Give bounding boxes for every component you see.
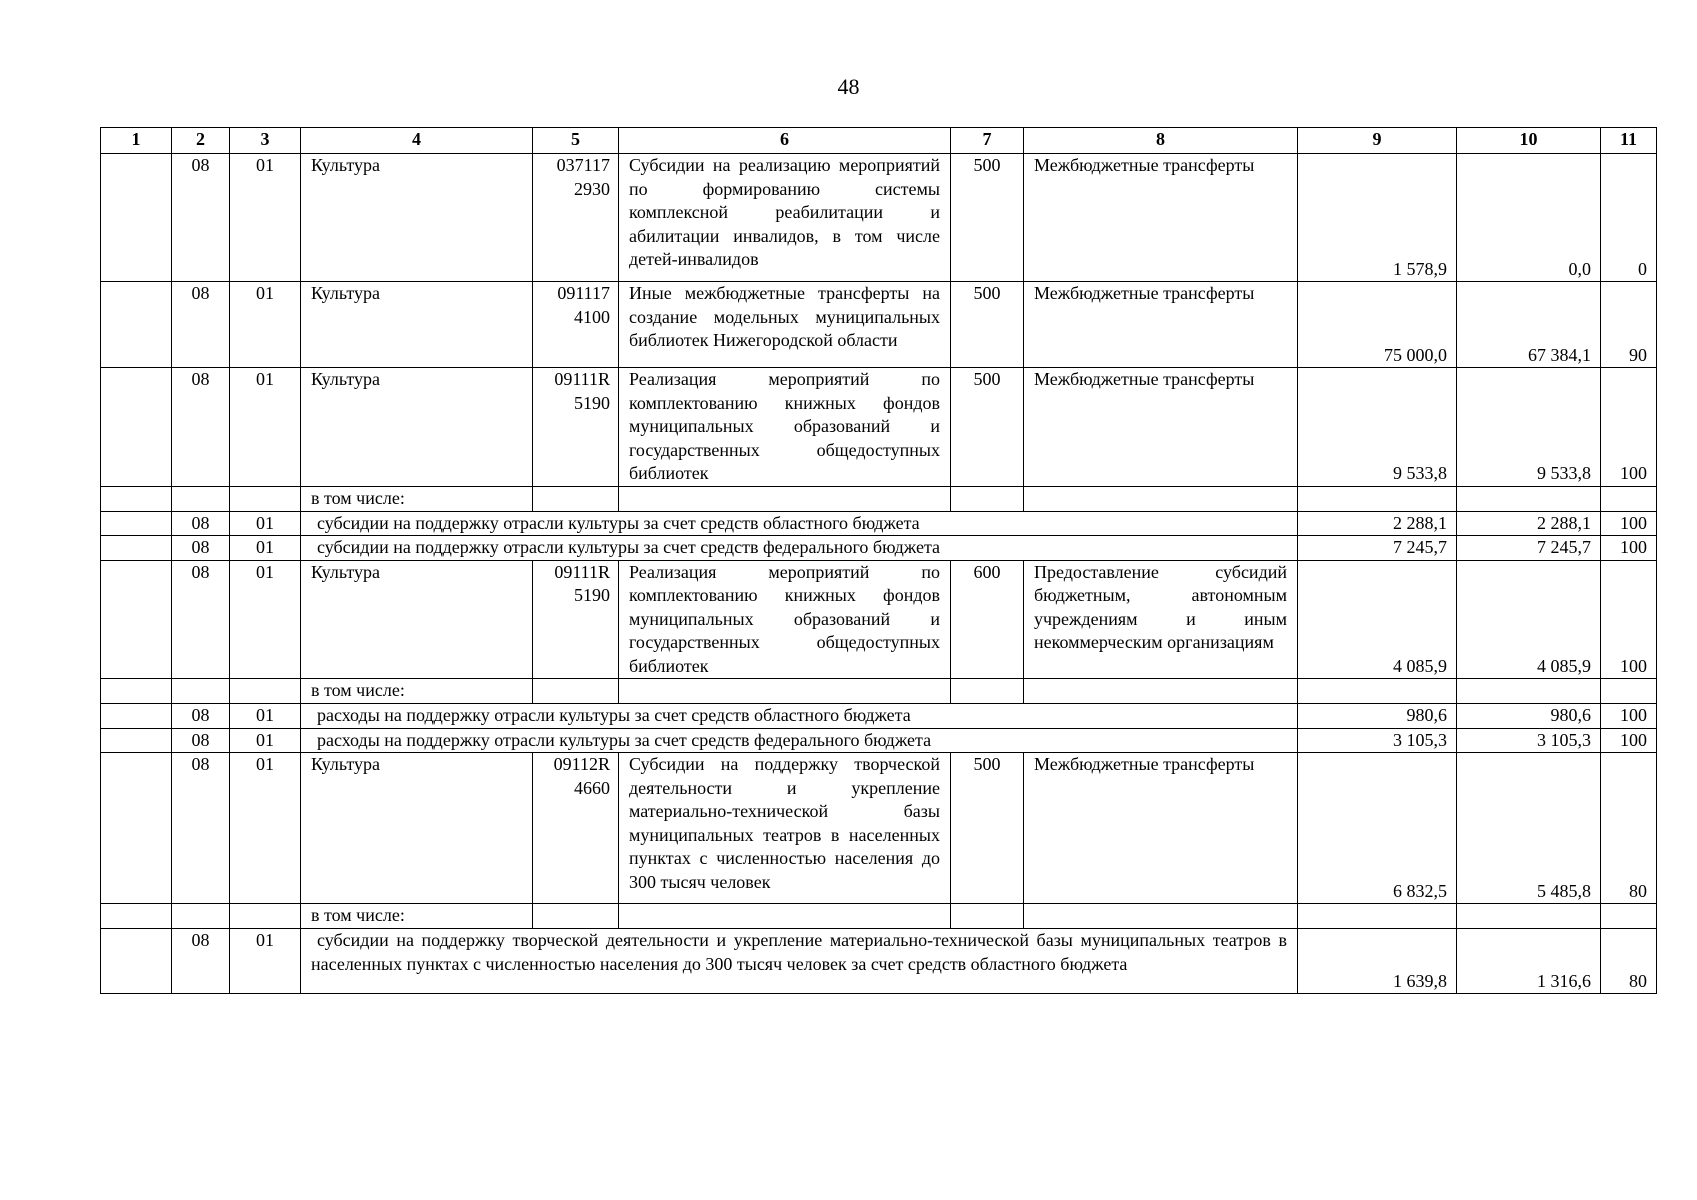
cell-section: 08: [172, 929, 230, 994]
page-number: 48: [837, 74, 860, 99]
cell-empty: [619, 904, 951, 929]
cell-expense-type: 600: [951, 560, 1024, 679]
target-code-part: 5190: [574, 392, 610, 413]
cell-empty: [1601, 904, 1657, 929]
column-header-1: 1: [101, 128, 172, 154]
cell-empty: [1457, 486, 1601, 511]
cell-subsection: 01: [230, 704, 301, 729]
cell-planned: 3 105,3: [1298, 728, 1457, 753]
cell-subsection: 01: [230, 929, 301, 994]
table-row: [101, 728, 1657, 753]
cell-col1: [101, 753, 172, 904]
cell-percent: 0: [1601, 154, 1657, 282]
cell-percent: 100: [1601, 560, 1657, 679]
target-code-part: 09111R: [554, 369, 610, 389]
cell-percent: 90: [1601, 282, 1657, 368]
cell-expense-type-name: Межбюджетные трансферты: [1024, 154, 1298, 282]
cell-expense-type-name: Межбюджетные трансферты: [1024, 368, 1298, 487]
cell-col1: [101, 560, 172, 679]
cell-section: 08: [172, 282, 230, 368]
cell-section-name: Культура: [301, 154, 533, 282]
cell-section: [172, 679, 230, 704]
cell-col1: [101, 704, 172, 729]
cell-target-name: Субсидии на реализацию мероприятий по формированию системы комплексной реабилитации и абилитации инвалидов, в том числе детей-инвалидов: [619, 154, 951, 282]
column-header-11: 11: [1601, 128, 1657, 154]
cell-expense-type-name: Межбюджетные трансферты: [1024, 282, 1298, 368]
including-label: в том числе:: [301, 904, 533, 929]
table-row: [101, 511, 1657, 536]
cell-executed: 4 085,9: [1457, 560, 1601, 679]
cell-empty: [1024, 486, 1298, 511]
cell-planned: 7 245,7: [1298, 536, 1457, 561]
cell-col1: [101, 368, 172, 487]
cell-empty: [1024, 904, 1298, 929]
cell-executed: 9 533,8: [1457, 368, 1601, 487]
cell-empty: [1457, 679, 1601, 704]
cell-expense-type: 500: [951, 368, 1024, 487]
cell-section: 08: [172, 368, 230, 487]
cell-section: 08: [172, 536, 230, 561]
cell-percent: 100: [1601, 511, 1657, 536]
column-header-3: 3: [230, 128, 301, 154]
table-body: [101, 154, 1657, 994]
cell-subsection: 01: [230, 154, 301, 282]
cell-section-name: Культура: [301, 368, 533, 487]
target-code-part: 091117: [557, 283, 610, 303]
column-header-10: 10: [1457, 128, 1601, 154]
cell-expense-type: 500: [951, 154, 1024, 282]
cell-planned: 980,6: [1298, 704, 1457, 729]
cell-executed: 2 288,1: [1457, 511, 1601, 536]
target-code-part: 5190: [574, 585, 610, 605]
cell-target-name: Субсидии на поддержку творческой деятельности и укрепление материально-технической базы муниципальных театров в населенных пунктах с численностью населения до 300 тысяч человек: [619, 753, 951, 904]
cell-percent: 100: [1601, 728, 1657, 753]
cell-planned: 4 085,9: [1298, 560, 1457, 679]
table-row: [101, 282, 1657, 368]
target-code-part: 09112R: [553, 754, 610, 774]
cell-subsection: 01: [230, 368, 301, 487]
cell-empty: [533, 904, 619, 929]
cell-subsection: 01: [230, 282, 301, 368]
table-row: [101, 486, 1657, 511]
cell-target-code: [533, 560, 619, 679]
target-code-part: 037117: [556, 155, 610, 175]
cell-empty: [1601, 486, 1657, 511]
cell-section: 08: [172, 560, 230, 679]
column-header-5: 5: [533, 128, 619, 154]
cell-executed: 5 485,8: [1457, 753, 1601, 904]
cell-target-code: [533, 282, 619, 368]
including-label: в том числе:: [301, 486, 533, 511]
cell-col1: [101, 929, 172, 994]
cell-target-code: [533, 753, 619, 904]
cell-col1: [101, 536, 172, 561]
cell-planned: 2 288,1: [1298, 511, 1457, 536]
cell-expense-type: 500: [951, 282, 1024, 368]
cell-empty: [1457, 904, 1601, 929]
cell-section: [172, 904, 230, 929]
table-row: [101, 368, 1657, 487]
table-row: [101, 679, 1657, 704]
target-code-part: 4660: [574, 777, 610, 798]
cell-planned: 75 000,0: [1298, 282, 1457, 368]
sub-item-text: расходы на поддержку отрасли культуры за счет средств областного бюджета: [301, 704, 1298, 729]
cell-planned: 1 639,8: [1298, 929, 1457, 994]
table-row: [101, 560, 1657, 679]
cell-target-name: Реализация мероприятий по комплектованию книжных фондов муниципальных образований и государственных общедоступных библиотек: [619, 560, 951, 679]
cell-subsection: [230, 486, 301, 511]
cell-col1: [101, 728, 172, 753]
cell-section: 08: [172, 511, 230, 536]
cell-expense-type: 500: [951, 753, 1024, 904]
cell-planned: 9 533,8: [1298, 368, 1457, 487]
cell-empty: [533, 679, 619, 704]
cell-empty: [1601, 679, 1657, 704]
cell-empty: [619, 679, 951, 704]
cell-col1: [101, 904, 172, 929]
target-code-part: 4100: [574, 306, 610, 327]
cell-empty: [619, 486, 951, 511]
target-code-part: 2930: [574, 178, 610, 199]
cell-subsection: [230, 904, 301, 929]
sub-item-text: расходы на поддержку отрасли культуры за счет средств федерального бюджета: [301, 728, 1298, 753]
cell-percent: 80: [1601, 929, 1657, 994]
cell-subsection: 01: [230, 536, 301, 561]
cell-section: 08: [172, 728, 230, 753]
budget-table: [100, 127, 1657, 994]
table-row: [101, 929, 1657, 994]
cell-executed: 3 105,3: [1457, 728, 1601, 753]
cell-section: 08: [172, 154, 230, 282]
cell-percent: 100: [1601, 704, 1657, 729]
cell-section: 08: [172, 753, 230, 904]
cell-subsection: [230, 679, 301, 704]
cell-subsection: 01: [230, 753, 301, 904]
cell-section-name: Культура: [301, 282, 533, 368]
cell-col1: [101, 486, 172, 511]
header-row: [101, 128, 1657, 154]
cell-subsection: 01: [230, 560, 301, 679]
cell-percent: 100: [1601, 368, 1657, 487]
table-row: [101, 704, 1657, 729]
cell-section: 08: [172, 704, 230, 729]
cell-empty: [1298, 679, 1457, 704]
cell-empty: [951, 904, 1024, 929]
cell-target-name: Иные межбюджетные трансферты на создание модельных муниципальных библиотек Нижегородской области: [619, 282, 951, 368]
cell-executed: 0,0: [1457, 154, 1601, 282]
cell-section-name: Культура: [301, 753, 533, 904]
sub-item-text: субсидии на поддержку отрасли культуры за счет средств областного бюджета: [301, 511, 1298, 536]
cell-empty: [951, 486, 1024, 511]
column-header-2: 2: [172, 128, 230, 154]
cell-target-name: Реализация мероприятий по комплектованию книжных фондов муниципальных образований и государственных общедоступных библиотек: [619, 368, 951, 487]
including-label: в том числе:: [301, 679, 533, 704]
cell-expense-type-name: Межбюджетные трансферты: [1024, 753, 1298, 904]
cell-empty: [951, 679, 1024, 704]
cell-percent: 100: [1601, 536, 1657, 561]
cell-empty: [533, 486, 619, 511]
table-row: [101, 753, 1657, 904]
cell-empty: [1298, 904, 1457, 929]
cell-subsection: 01: [230, 728, 301, 753]
cell-target-code: [533, 154, 619, 282]
column-header-7: 7: [951, 128, 1024, 154]
cell-expense-type-name: Предоставление субсидий бюджетным, автономным учреждениям и иным некоммерческим организациям: [1024, 560, 1298, 679]
table-row: [101, 154, 1657, 282]
target-code-part: 09111R: [554, 561, 610, 582]
cell-subsection: 01: [230, 511, 301, 536]
cell-col1: [101, 511, 172, 536]
sub-item-text: субсидии на поддержку отрасли культуры за счет средств федерального бюджета: [301, 536, 1298, 561]
column-header-4: 4: [301, 128, 533, 154]
sub-item-text: субсидии на поддержку творческой деятельности и укрепление материально-технической базы муниципальных театров в населенных пунктах с численностью населения до 300 тысяч человек за счет средств областного бюджета: [301, 929, 1298, 994]
cell-percent: 80: [1601, 753, 1657, 904]
cell-executed: 7 245,7: [1457, 536, 1601, 561]
table-row: [101, 904, 1657, 929]
cell-executed: 67 384,1: [1457, 282, 1601, 368]
column-header-8: 8: [1024, 128, 1298, 154]
cell-executed: 980,6: [1457, 704, 1601, 729]
cell-section: [172, 486, 230, 511]
cell-col1: [101, 154, 172, 282]
cell-col1: [101, 282, 172, 368]
cell-section-name: Культура: [301, 560, 533, 679]
table-row: [101, 536, 1657, 561]
cell-planned: 6 832,5: [1298, 753, 1457, 904]
cell-planned: 1 578,9: [1298, 154, 1457, 282]
cell-target-code: [533, 368, 619, 487]
cell-empty: [1024, 679, 1298, 704]
cell-empty: [1298, 486, 1457, 511]
column-header-9: 9: [1298, 128, 1457, 154]
cell-col1: [101, 679, 172, 704]
cell-executed: 1 316,6: [1457, 929, 1601, 994]
column-header-6: 6: [619, 128, 951, 154]
